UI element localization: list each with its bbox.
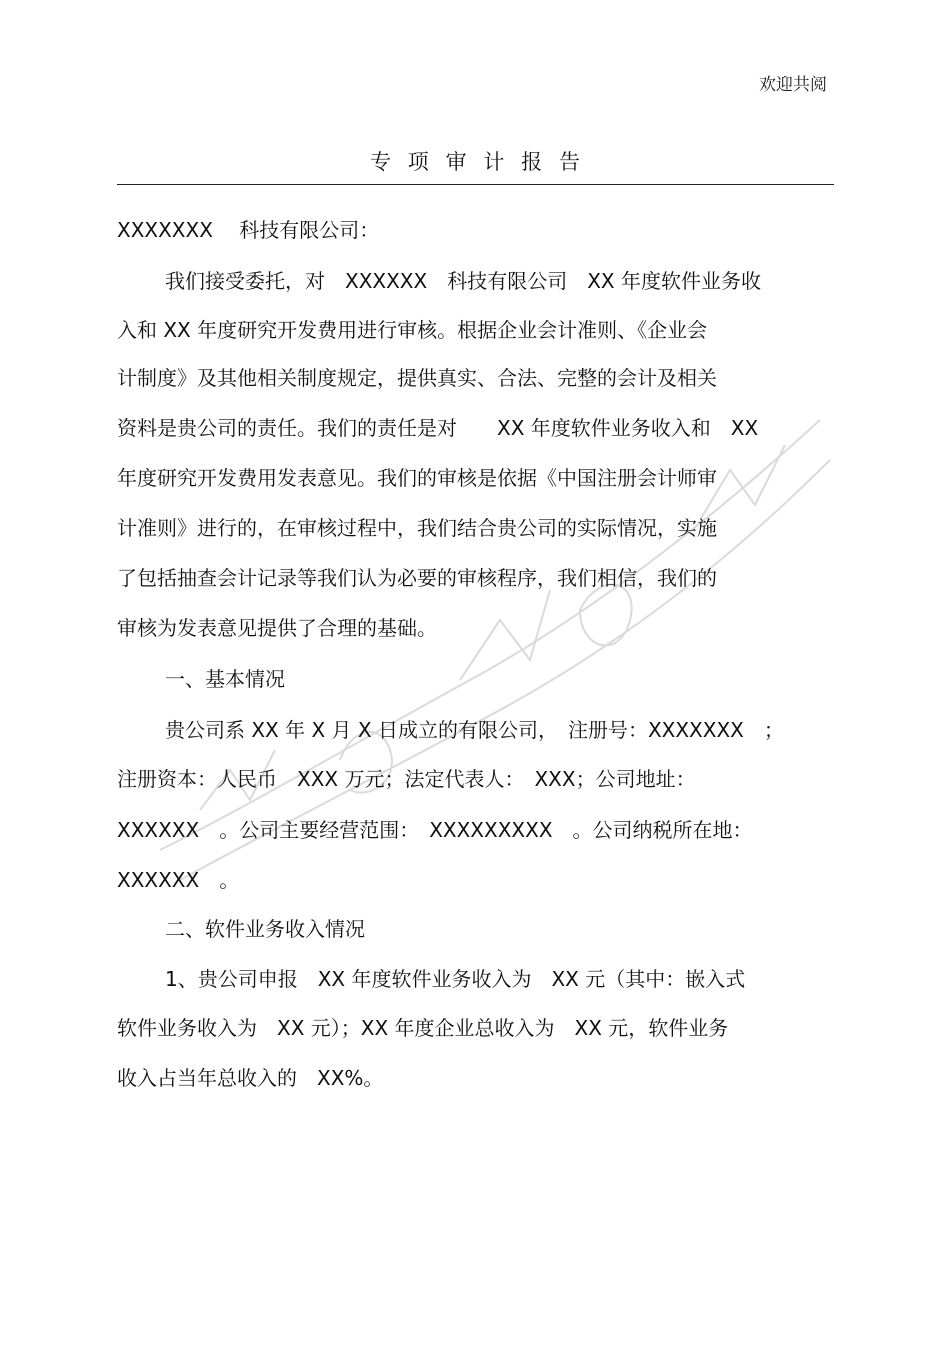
title-underline [117, 184, 834, 185]
paragraph-line: 贵公司系 XX 年 X 月 X 日成立的有限公司， 注册号：XXXXXXX ； [165, 718, 784, 742]
section-heading: 一、基本情况 [165, 667, 285, 691]
paragraph-line: 年度研究开发费用发表意见。我们的审核是依据《中国注册会计师审 [117, 466, 717, 490]
document-title: 专项审计报告 [369, 150, 597, 174]
paragraph-line: 我们接受委托，对 XXXXXX 科技有限公司 XX 年度软件业务收 [165, 269, 761, 293]
paragraph-line: 1、贵公司申报 XX 年度软件业务收入为 XX 元（其中：嵌入式 [165, 967, 746, 991]
paragraph-line: 资料是贵公司的责任。我们的责任是对 XX 年度软件业务收入和 XX [117, 416, 759, 440]
paragraph-line: 收入占当年总收入的 XX%。 [117, 1066, 384, 1090]
paragraph-line: 了包括抽查会计记录等我们认为必要的审核程序，我们相信，我们的 [117, 566, 717, 590]
paragraph-line: 软件业务收入为 XX 元）；XX 年度企业总收入为 XX 元，软件业务 [117, 1016, 729, 1040]
paragraph-line: 计准则》进行的，在审核过程中，我们结合贵公司的实际情况，实施 [117, 516, 717, 540]
section-heading: 二、软件业务收入情况 [165, 917, 365, 941]
paragraph-line: XXXXXX 。 [117, 868, 240, 892]
paragraph-line: 注册资本：人民币 XXX 万元；法定代表人： XXX；公司地址： [117, 767, 696, 791]
paragraph-line: 计制度》及其他相关制度规定，提供真实、合法、完整的会计及相关 [117, 366, 717, 390]
paragraph-line: 审核为发表意见提供了合理的基础。 [117, 616, 437, 640]
header-note: 欢迎共阅 [759, 75, 827, 95]
addressee-line: XXXXXXX 科技有限公司： [117, 218, 380, 242]
paragraph-line: XXXXXX 。公司主要经营范围： XXXXXXXXX 。公司纳税所在地： [117, 818, 753, 842]
paragraph-line: 入和 XX 年度研究开发费用进行审核。根据企业会计准则、《企业会 [117, 318, 708, 342]
